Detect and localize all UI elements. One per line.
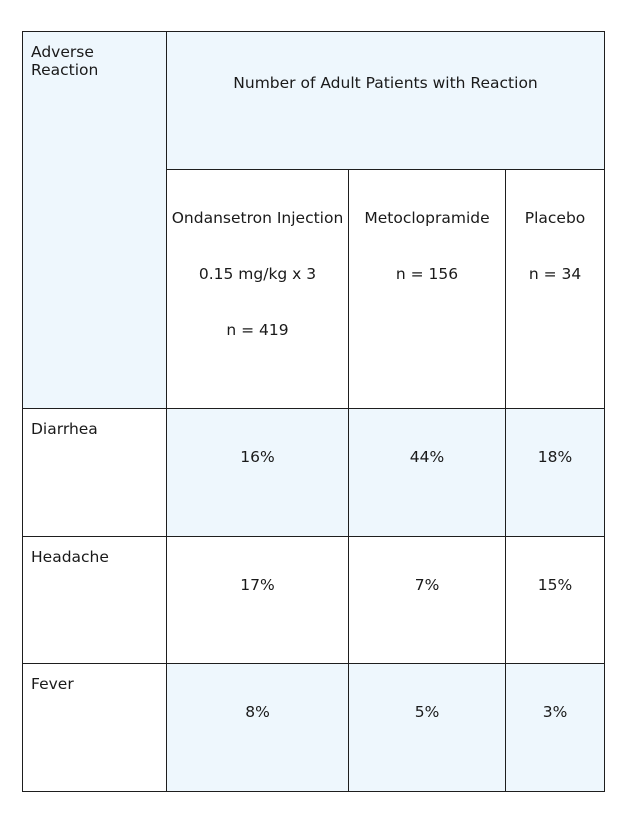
row-label-diarrhea: Diarrhea — [23, 409, 167, 537]
column-n: n = 34 — [528, 265, 582, 283]
table-cell: 17% — [167, 537, 349, 664]
adverse-reactions-table — [22, 31, 605, 792]
column-dose: 0.15 mg/kg x 3 — [198, 265, 317, 283]
table-cell: 5% — [349, 664, 506, 792]
column-header-placebo — [506, 170, 605, 409]
row-label-headache: Headache — [23, 537, 167, 664]
table-cell: 44% — [349, 409, 506, 537]
table-cell: 3% — [506, 664, 605, 792]
column-n: n = 419 — [226, 321, 289, 339]
column-name: Metoclopramide — [364, 209, 490, 227]
corner-header: Adverse Reaction — [23, 32, 167, 409]
table-cell: 15% — [506, 537, 605, 664]
column-header-ondansetron — [167, 170, 349, 409]
column-n: n = 156 — [395, 265, 459, 283]
table-cell: 7% — [349, 537, 506, 664]
column-header-metoclopramide — [349, 170, 506, 409]
span-header: Number of Adult Patients with Reaction — [167, 32, 605, 170]
column-name: Placebo — [524, 209, 586, 227]
table-cell: 16% — [167, 409, 349, 537]
column-name: Ondansetron Injection — [171, 209, 344, 227]
row-label-fever: Fever — [23, 664, 167, 792]
table-row — [23, 664, 605, 792]
header-row-top — [23, 32, 605, 170]
table-cell: 18% — [506, 409, 605, 537]
table-cell: 8% — [167, 664, 349, 792]
table-row — [23, 409, 605, 537]
table-row — [23, 537, 605, 664]
